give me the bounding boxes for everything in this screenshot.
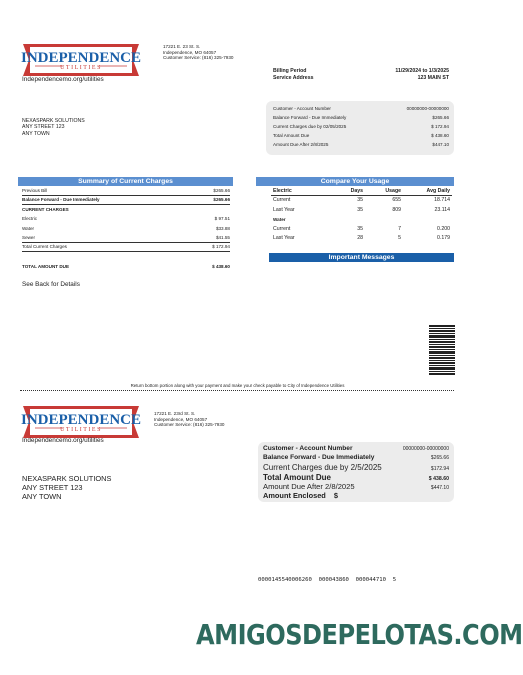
summary-header: Summary of Current Charges [18, 177, 233, 186]
account-row-label: Total Amount Due [273, 133, 310, 138]
stub-row-label: Amount Due After 2/8/2025 [263, 482, 355, 491]
logo-sub-text: UTILITIES [60, 65, 102, 71]
logo-brand-text: INDEPENDENCE [20, 412, 142, 428]
amount-enclosed-value: $ [333, 491, 339, 500]
usage-cell: 35 [357, 207, 363, 213]
account-row-value: $265.66 [432, 115, 449, 120]
previous-bill-row [22, 188, 230, 194]
account-row [273, 124, 449, 130]
usage-cell: Last Year [273, 235, 295, 241]
stub-row [263, 463, 449, 472]
account-row-value: $ 438.60 [431, 133, 449, 138]
stub-row-value: 00000000-00000000 [402, 446, 449, 452]
stub-row [263, 454, 449, 461]
address-line: Independence, MO 64057 [154, 416, 208, 422]
account-row [273, 142, 449, 148]
stub-row [263, 445, 449, 452]
stub-row-label: Current Charges due by 2/5/2025 [263, 463, 382, 472]
charge-value: $ 97.51 [214, 216, 230, 221]
divider [22, 242, 230, 243]
total-current-label: Total Current Charges [22, 244, 67, 249]
col-header: Avg Daily [426, 188, 450, 194]
address-line: Customer Service: (816) 325-7930 [154, 422, 225, 428]
account-row-label: Current Charges due by 02/05/2025 [273, 124, 347, 129]
customer-name: NEXASPARK SOLUTIONS [22, 118, 85, 124]
stub-row-value: $ 438.60 [428, 476, 449, 482]
watermark-text: AMIGOSDEPELOTAS.COM [196, 618, 523, 651]
customer-town: ANY TOWN [22, 130, 50, 137]
usage-cell: 18.714 [434, 197, 450, 203]
stub-row [263, 473, 449, 482]
compare-header: Compare Your Usage [256, 177, 454, 186]
charge-label: Sewer [22, 235, 36, 240]
stub-row-label: Customer - Account Number [263, 445, 353, 452]
customer-street: ANY STREET 123 [22, 483, 83, 492]
total-amount-due-row [22, 264, 230, 270]
service-address-label: Service Address [273, 75, 314, 81]
divider [22, 204, 230, 205]
balance-forward-value: $265.66 [213, 197, 230, 202]
col-header: Usage [385, 188, 401, 194]
customer-address-bottom [22, 474, 111, 501]
account-row [273, 133, 449, 139]
company-address-bottom [154, 411, 224, 428]
balance-forward-label: Balance Forward - Due Immediately [22, 197, 100, 202]
compare-table [273, 188, 450, 195]
usage-cell: Current [273, 197, 291, 203]
ocr-scanline: 0000145540006260 000043860 000044710 5 [258, 577, 397, 583]
account-row [273, 115, 449, 121]
total-amount-due-value: $ 438.60 [212, 264, 230, 269]
stub-row [263, 482, 449, 491]
divider [22, 251, 230, 252]
logo-brand-text: INDEPENDENCE [20, 50, 142, 66]
usage-cell: 0.179 [437, 235, 450, 241]
stub-row-value: $265.66 [430, 455, 449, 461]
charge-label: Water [22, 226, 35, 231]
account-row-value: $447.10 [432, 142, 449, 147]
charge-value: $41.55 [215, 235, 230, 240]
current-charges-heading: CURRENT CHARGES [22, 207, 69, 212]
total-amount-due-label: TOTAL AMOUNT DUE [22, 264, 70, 269]
stub-row-value: $172.94 [430, 466, 449, 472]
address-line: Independence, MO 64057 [163, 49, 217, 55]
see-back-note: See Back for Details [22, 281, 80, 288]
total-current-value: $ 172.94 [212, 244, 230, 249]
account-row-value: 00000000-00000000 [406, 106, 449, 111]
logo-graphic [21, 402, 141, 442]
address-line: 17221 E. 23 St. S. [163, 44, 201, 49]
billing-period-value: 11/29/2024 to 1/3/2025 [395, 68, 449, 74]
charge-row [22, 235, 230, 241]
usage-row [273, 197, 450, 204]
tear-line [20, 390, 454, 391]
service-address-row [273, 75, 449, 81]
usage-cell: 23.114 [434, 207, 450, 213]
compare-header-row [273, 188, 450, 195]
account-row-label: Amount Due After 2/8/2025 [273, 142, 329, 147]
usage-cell: 35 [357, 226, 363, 232]
charge-row [22, 226, 230, 232]
return-instruction: Return bottom portion along with your payment and make your check payable to City of Independence Utilities [130, 383, 345, 388]
usage-cell: 7 [398, 226, 401, 232]
customer-name: NEXASPARK SOLUTIONS [22, 474, 112, 483]
usage-cell: 809 [392, 207, 401, 213]
billing-period-label: Billing Period [273, 68, 307, 74]
stub-row-value: $447.10 [430, 485, 449, 491]
billing-period-row [273, 68, 449, 74]
service-address-value: 123 MAIN ST [417, 75, 449, 81]
account-row-label: Customer - Account Number [273, 106, 331, 111]
logo-sub-text: UTILITIES [60, 427, 102, 433]
col-header: Electric [273, 188, 292, 194]
water-heading: Water [273, 217, 286, 222]
stub-row-label: Total Amount Due [263, 473, 331, 482]
stub-row-label: Balance Forward - Due Immediately [263, 454, 375, 461]
company-address-top [163, 44, 233, 61]
amount-enclosed-label: Amount Enclosed [263, 491, 326, 500]
account-row-value: $ 172.94 [431, 124, 449, 129]
barcode-graphic [429, 325, 455, 375]
amount-enclosed-row [263, 491, 338, 500]
usage-cell: Last Year [273, 207, 295, 213]
charge-row [22, 216, 230, 222]
important-messages-header: Important Messages [269, 253, 454, 262]
usage-cell: 0.200 [437, 226, 450, 232]
charge-value: $33.88 [215, 226, 230, 231]
col-header: Days [350, 188, 363, 194]
usage-cell: 5 [398, 235, 401, 241]
previous-bill-label: Previous Bill [22, 188, 48, 193]
usage-row [273, 207, 450, 214]
company-logo-top [21, 40, 141, 80]
company-logo-bottom [21, 402, 141, 442]
usage-cell: 35 [357, 197, 363, 203]
logo-graphic [21, 40, 141, 80]
balance-forward-row [22, 197, 230, 203]
divider [271, 195, 452, 196]
charge-label: Electric [22, 216, 38, 221]
address-line: Customer Service: (816) 325-7930 [163, 55, 234, 61]
usage-cell: 655 [392, 197, 401, 203]
previous-bill-value: $265.66 [213, 188, 230, 193]
total-current-row [22, 244, 230, 250]
usage-row [273, 226, 450, 233]
address-line: 17221 E. 23rd St. S. [154, 411, 196, 416]
usage-cell: 28 [357, 235, 363, 241]
divider [22, 195, 230, 196]
website-bottom: Independencemo.org/utilities [22, 437, 104, 444]
customer-town: ANY TOWN [22, 492, 62, 501]
customer-address-top [22, 118, 85, 137]
customer-street: ANY STREET 123 [22, 124, 65, 131]
usage-cell: Current [273, 226, 291, 232]
account-row-label: Balance Forward - Due Immediately [273, 115, 347, 120]
usage-row [273, 235, 450, 242]
website-top: Independencemo.org/utilities [22, 76, 104, 83]
account-row [273, 106, 449, 112]
